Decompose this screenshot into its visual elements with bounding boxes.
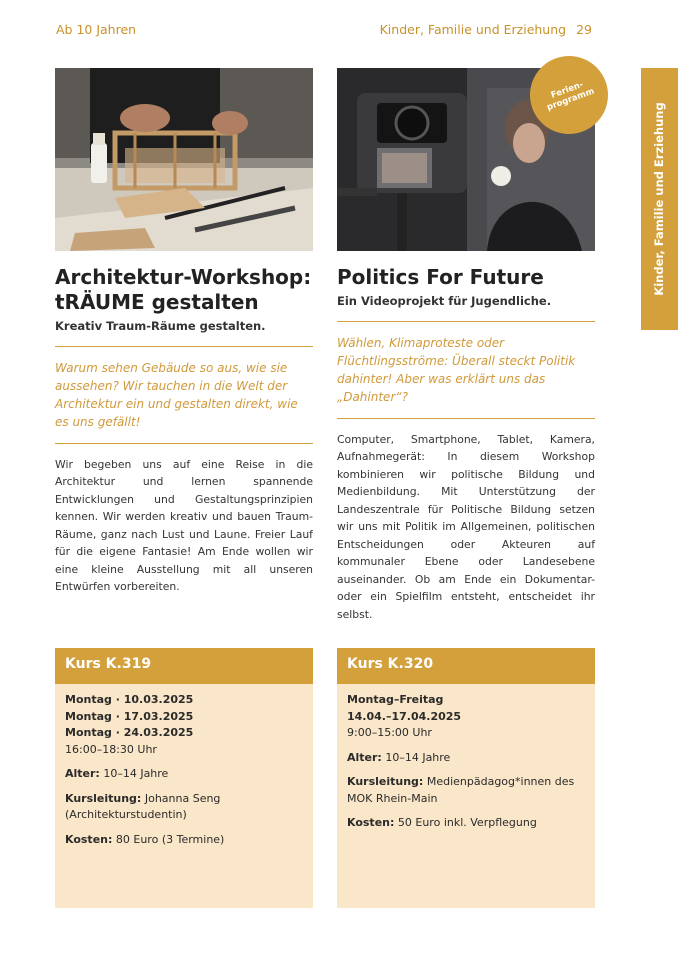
section-side-tab — [641, 68, 678, 330]
course-date: Montag · 24.03.2025 — [65, 726, 194, 739]
course-date: Montag · 17.03.2025 — [65, 709, 194, 723]
ferienprogramm-badge: Ferien-programm — [519, 45, 619, 145]
course-time: 16:00–18:30 Uhr — [65, 742, 157, 756]
photo-architecture-model — [55, 68, 313, 251]
article-politics — [337, 68, 595, 623]
divider — [337, 418, 595, 419]
divider — [55, 443, 313, 444]
course-details — [55, 684, 313, 856]
course-date: Montag · 10.03.2025 — [65, 693, 194, 706]
course-age: Alter: 10–14 Jahre — [65, 767, 169, 780]
course-age: Alter: 10–14 Jahre — [347, 750, 451, 764]
course-cost: Kosten: 80 Euro (3 Termine) — [65, 832, 225, 846]
article-teaser: Warum sehen Gebäude so aus, wie sie aussehen? Wir tauchen in die Welt der Architektur ein und gestalten direkt, wie es uns gefällt! — [55, 360, 298, 429]
course-number: Kurs K.320 — [337, 648, 595, 684]
article-body: Wir begeben uns auf eine Reise in die Architektur und lernen spannende Entwicklungen und Gestaltungsprinzipien kennen. Wir werden kreativ und bauen Traum-Räume, ganz nach Lust und Laune. Freier Lauf für die eigene Fantasie! Am Ende wollen wir eine kleine Ausstellung mit all unseren Entwürfen vorbereiten. — [55, 457, 313, 594]
course-days: Montag–Freitag — [347, 693, 444, 706]
running-header-right — [380, 22, 592, 37]
course-box-k319 — [55, 648, 313, 908]
article-subtitle: Kreativ Traum-Räume gestalten. — [55, 319, 266, 333]
course-number: Kurs K.319 — [55, 648, 313, 684]
course-lead: Kursleitung: Johanna Seng (Architekturstudentin) — [65, 791, 221, 821]
section-title: Kinder, Familie und Erziehung — [379, 22, 567, 37]
course-cost: Kosten: 50 Euro inkl. Verpflegung — [347, 816, 537, 829]
article-architektur — [55, 68, 313, 596]
course-box-k320 — [337, 648, 595, 908]
article-body: Computer, Smartphone, Tablet, Kamera, Aufnahmegerät: In diesem Workshop kombinieren wir politische Bildung und Medienbildung. Mit Unterstützung der Landeszentrale für Politische Bildung setzen wir uns mit Politik im Allgemeinen, politischen Entscheidungen oder Akteuren auf kommunaler Ebene oder Landesebene auseinander. Ob am Ende ein Dokumentar- oder ein Spielfilm entsteht, entscheidet ihr selbst. — [337, 432, 595, 621]
course-date: 14.04.–17.04.2025 — [347, 709, 462, 723]
divider — [337, 321, 595, 322]
article-subtitle: Ein Videoprojekt für Jugendliche. — [337, 294, 552, 308]
course-time: 9:00–15:00 Uhr — [347, 726, 432, 739]
page-number: 29 — [576, 22, 592, 37]
side-tab-label: Kinder, Familie und Erziehung — [652, 102, 666, 296]
article-teaser: Wählen, Klimaproteste oder Flüchtlingsströme: Überall steckt Politik dahinter! Aber was erklärt uns das „Dahinter“? — [337, 335, 576, 404]
running-header-left: Ab 10 Jahren — [56, 22, 137, 37]
course-lead: Kursleitung: Medienpädagog*innen des MOK Rhein-Main — [347, 775, 575, 805]
article-title: Politics For Future — [337, 265, 544, 289]
divider — [55, 346, 313, 347]
course-details — [337, 684, 595, 840]
article-title: Architektur-Workshop: tRÄUME gestalten — [55, 265, 312, 314]
